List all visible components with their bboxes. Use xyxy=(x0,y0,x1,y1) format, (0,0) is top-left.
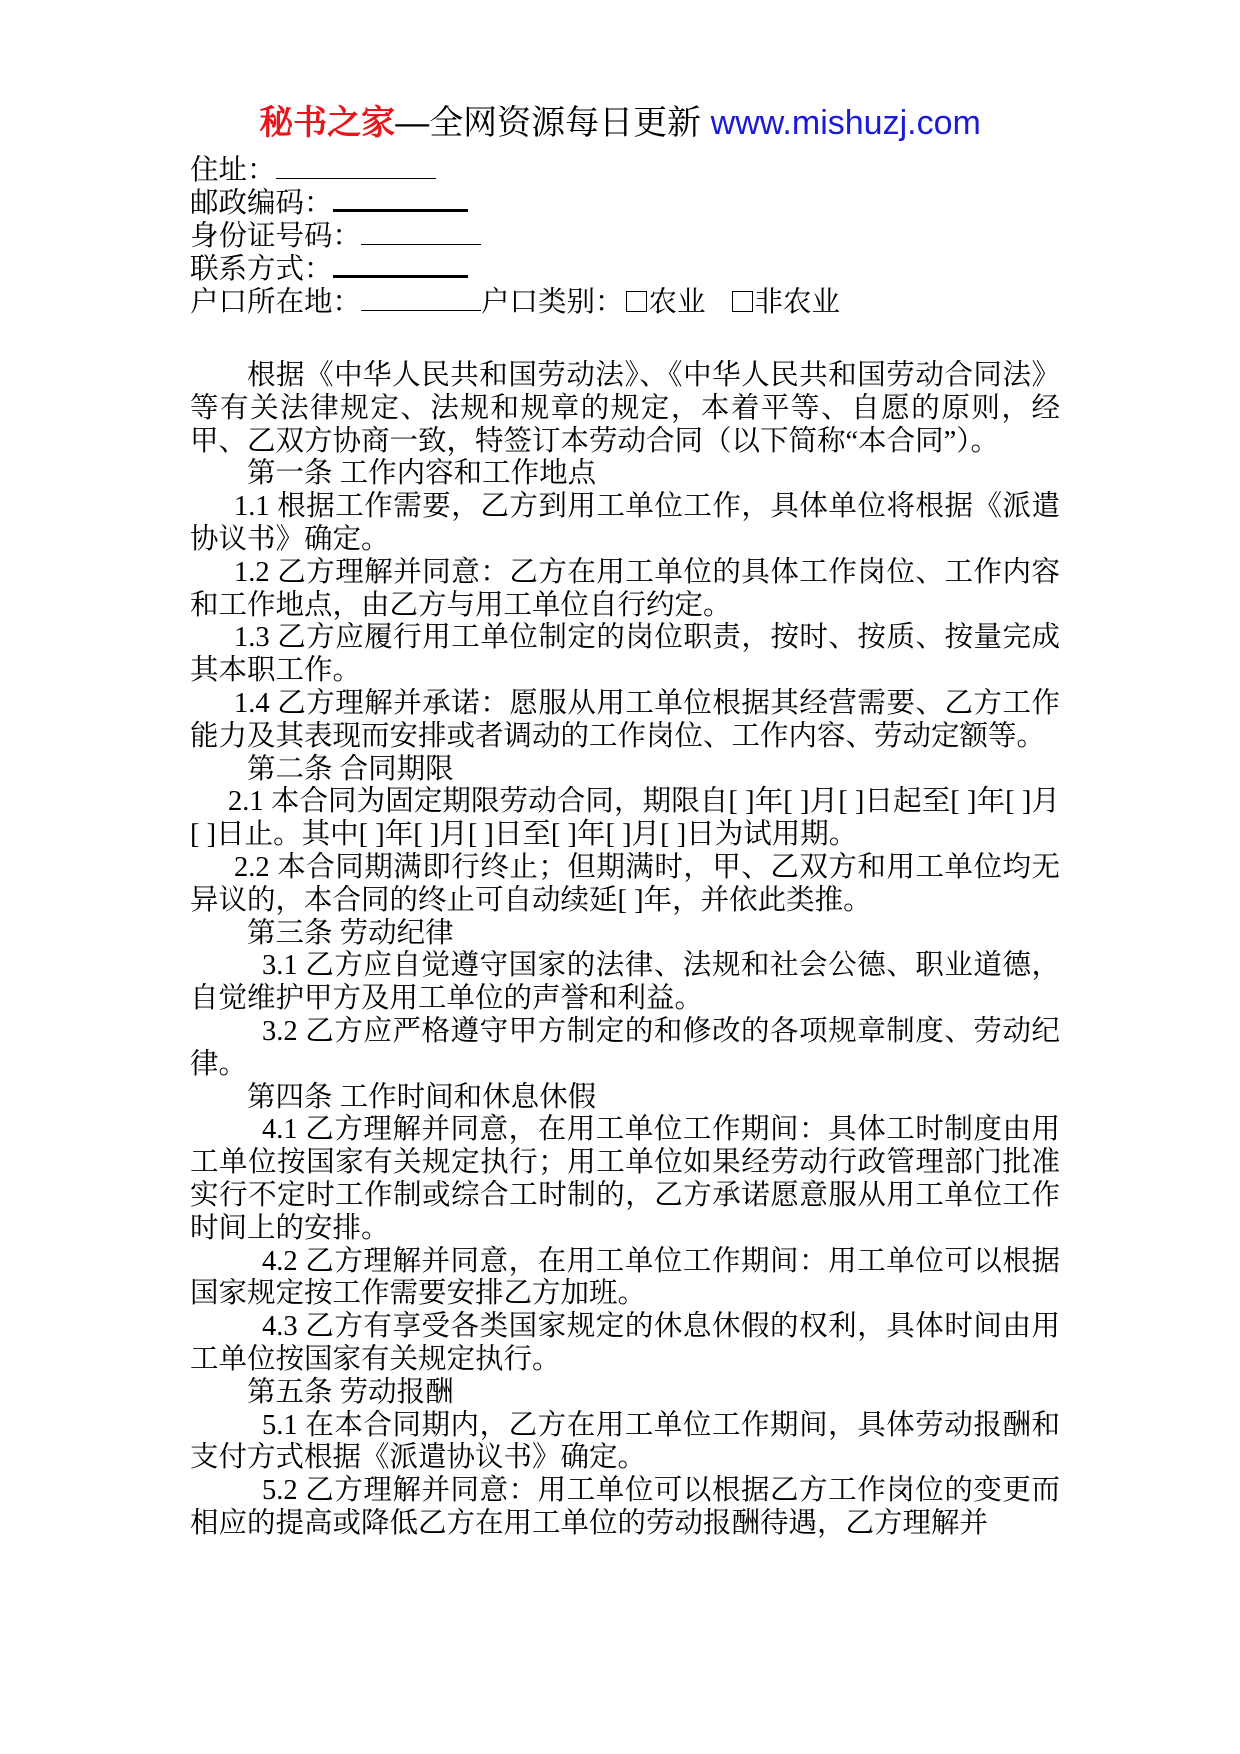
id-number-label: 身份证号码： xyxy=(190,221,362,252)
contract-paragraph: 3.1 乙方应自觉遵守国家的法律、法规和社会公德、职业道德，自觉维护甲方及用工单位的声誉和利益。 xyxy=(190,950,1060,1015)
section-heading: 第二条 合同期限 xyxy=(247,753,454,785)
hukou-type-label: 户口类别： xyxy=(481,287,624,318)
contract-paragraph: 4.1 乙方理解并同意，在用工单位工作期间：具体工时制度由用工单位按国家有关规定执行；用工单位如果经劳动行政管理部门批准实行不定时工作制或综合工时制的，乙方承诺愿意服从用工单位工作时间上的安排。 xyxy=(190,1114,1060,1244)
contract-paragraph: 1.3 乙方应履行用工单位制定的岗位职责，按时、按质、按量完成其本职工作。 xyxy=(190,622,1060,687)
option-agri-label: 农业 xyxy=(648,287,706,318)
brand-name: 秘书之家 xyxy=(259,104,396,142)
contact-blank xyxy=(333,253,468,278)
id-number-row xyxy=(190,220,1060,253)
contract-paragraph: 1.1 根据工作需要，乙方到用工单位工作，具体单位将根据《派遣协议书》确定。 xyxy=(190,491,1060,555)
contact-label: 联系方式： xyxy=(190,254,333,285)
postcode-row xyxy=(190,187,1060,220)
contract-paragraph: 5.1 在本合同期内，乙方在用工单位工作期间，具体劳动报酬和支付方式根据《派遣协议书》确定。 xyxy=(190,1409,1060,1474)
contract-paragraph: 5.2 乙方理解并同意：用工单位可以根据乙方工作岗位的变更而相应的提高或降低乙方在用工单位的劳动报酬待遇，乙方理解并 xyxy=(190,1475,1060,1539)
contract-document xyxy=(190,154,1060,1541)
section-heading: 第三条 劳动纪律 xyxy=(247,917,454,949)
contract-paragraph: 4.3 乙方有享受各类国家规定的休息休假的权利，具体时间由用工单位按国家有关规定执行。 xyxy=(190,1311,1060,1375)
contract-paragraph: 2.1 本合同为固定期限劳动合同，期限自[ ]年[ ]月[ ]日起至[ ]年[ ]月[ ]日止。其中[ ]年[ ]月[ ]日至[ ]年[ ]月[ ]日为试用期。 xyxy=(190,786,1060,851)
checkbox-icon-agri xyxy=(626,291,647,312)
postcode-blank xyxy=(333,187,468,212)
option-nonagri-label: 非农业 xyxy=(754,287,841,318)
id-number-blank xyxy=(361,222,481,245)
contract-paragraph: 根据《中华人民共和国劳动法》、《中华人民共和国劳动合同法》等有关法律规定、法规和规章的规定，本着平等、自愿的原则，经甲、乙双方协商一致，特签订本劳动合同（以下简称“本合同”）。 xyxy=(190,360,1060,457)
site-url-link[interactable]: www.mishuzj.com xyxy=(710,104,981,142)
section-heading: 第四条 工作时间和休息休假 xyxy=(247,1081,597,1113)
checkbox-icon-nonagri xyxy=(732,291,753,312)
contract-body xyxy=(190,360,1060,1541)
hukou-location-blank xyxy=(361,288,481,311)
address-blank xyxy=(276,156,436,179)
section-heading: 第一条 工作内容和工作地点 xyxy=(247,458,597,490)
site-banner xyxy=(0,100,1240,146)
contract-paragraph: 1.2 乙方理解并同意：乙方在用工单位的具体工作岗位、工作内容和工作地点，由乙方与用工单位自行约定。 xyxy=(190,556,1060,621)
contract-paragraph: 2.2 本合同期满即行终止；但期满时，甲、乙双方和用工单位均无异议的，本合同的终止可自动续延[ ]年，并依此类推。 xyxy=(190,851,1060,916)
contract-paragraph: 1.4 乙方理解并承诺：愿服从用工单位根据其经营需要、乙方工作能力及其表现而安排或者调动的工作岗位、工作内容、劳动定额等。 xyxy=(190,687,1060,752)
hukou-row xyxy=(190,286,1060,319)
contact-row xyxy=(190,253,1060,286)
contract-paragraph: 3.2 乙方应严格遵守甲方制定的和修改的各项规章制度、劳动纪律。 xyxy=(190,1015,1060,1080)
section-heading: 第五条 劳动报酬 xyxy=(247,1376,454,1408)
postcode-label: 邮政编码： xyxy=(190,188,333,219)
banner-tagline: —全网资源每日更新 xyxy=(395,104,711,142)
address-label: 住址： xyxy=(190,155,276,186)
address-row xyxy=(190,154,1060,187)
contract-paragraph: 4.2 乙方理解并同意，在用工单位工作期间：用工单位可以根据国家规定按工作需要安排乙方加班。 xyxy=(190,1245,1060,1310)
hukou-location-label: 户口所在地： xyxy=(190,287,362,318)
